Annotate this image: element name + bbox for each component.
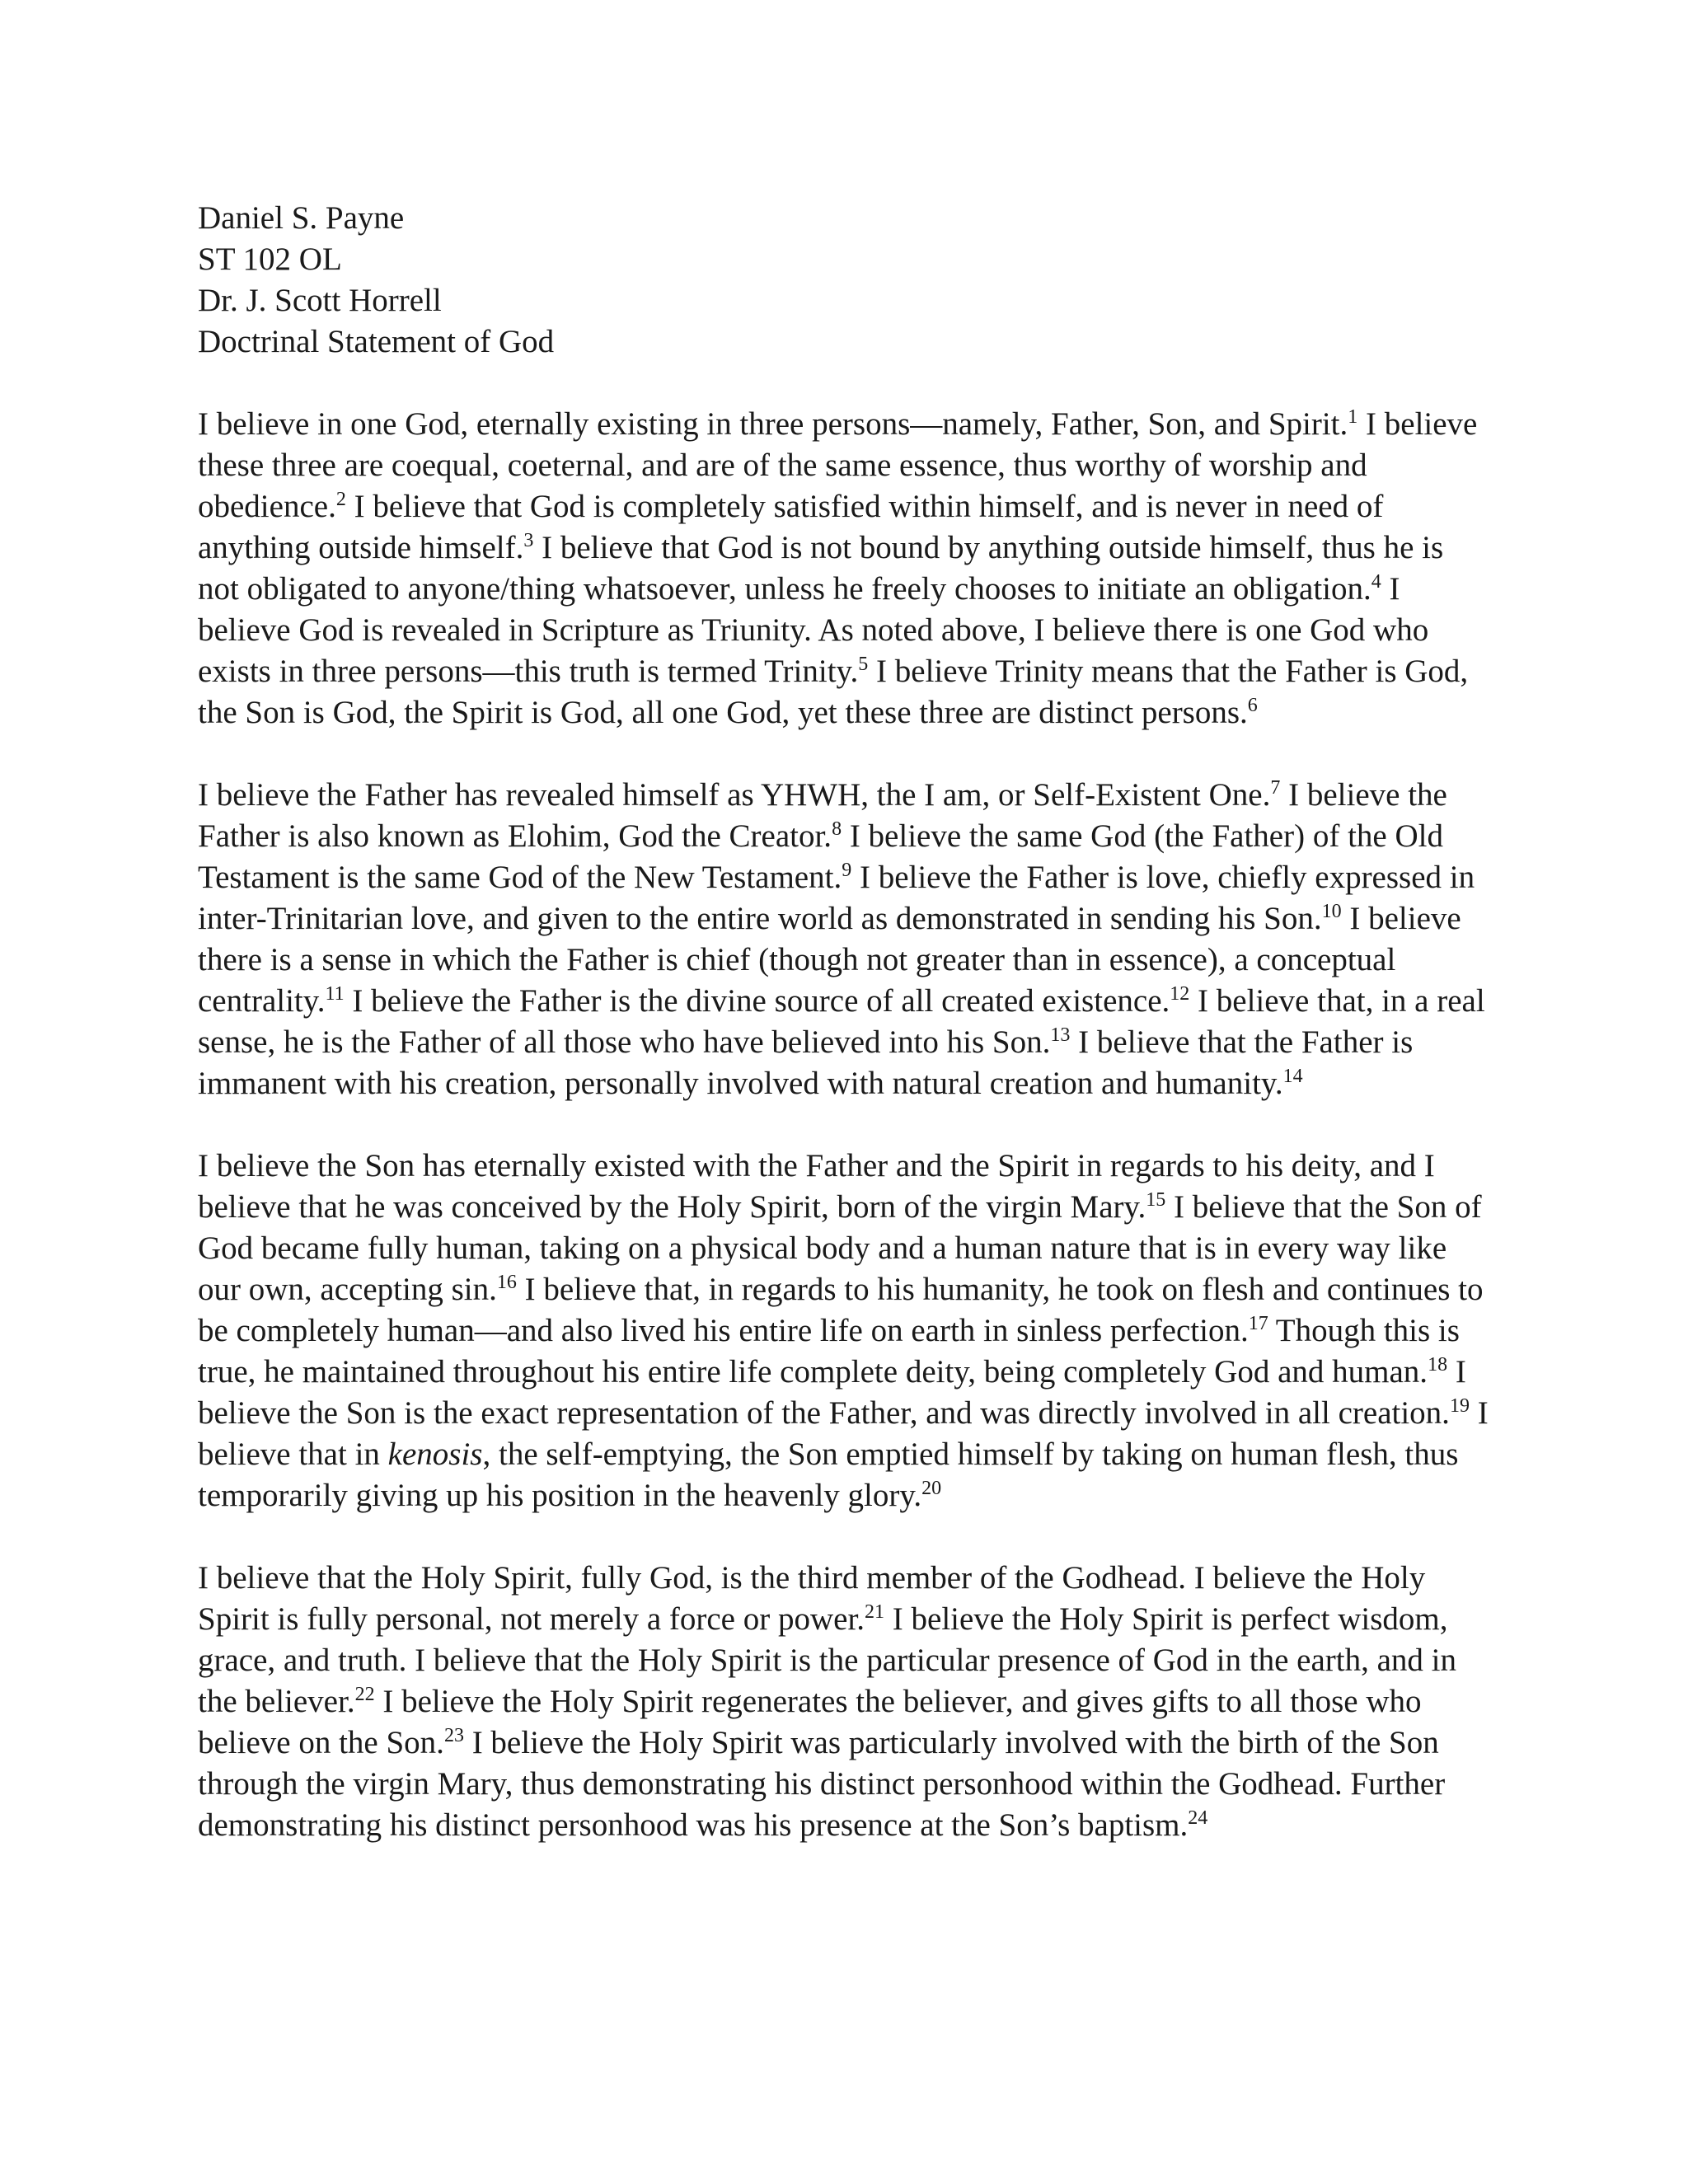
text-run: I believe the same God (the Father) of the Old Testament is the same God of the New Testament. (198, 818, 1443, 895)
text-run: I believe that God is not bound by anything outside himself, thus he is not obligated to anyone/thing whatsoever, unless he freely chooses to initiate an obligation. (198, 530, 1444, 607)
text-run: Though this is true, he maintained throughout his entire life complete deity, being completely God and human. (198, 1313, 1460, 1390)
text-run: I believe there is a sense in which the Father is chief (though not greater than in essence), a conceptual centrality. (198, 901, 1461, 1019)
text-run: I believe the Father has revealed himself as YHWH, the I am, or Self-Existent One. (198, 777, 1271, 813)
text-run: I believe the Father is also known as Elohim, God the Creator. (198, 777, 1447, 854)
footnote-marker: 3 (523, 530, 534, 551)
footnote-marker: 22 (354, 1684, 375, 1705)
footnote-marker: 6 (1247, 695, 1258, 716)
italic-term: kenosis (387, 1436, 483, 1472)
text-run: I believe these three are coequal, coeternal, and are of the same essence, thus worthy of worship and obedience. (198, 406, 1478, 524)
text-run: I believe that in (198, 1395, 1489, 1472)
text-run: I believe the Son is the exact representation of the Father, and was directly involved in all creation. (198, 1354, 1466, 1431)
footnote-marker: 8 (832, 818, 842, 840)
paragraph-son (198, 1146, 1492, 1516)
author-name: Daniel S. Payne (198, 200, 405, 236)
course-code: ST 102 OL (198, 241, 342, 277)
footnote-marker: 19 (1449, 1395, 1470, 1417)
text-run: , the self-emptying, the Son emptied himself by taking on human flesh, thus temporarily giving up his position in the heavenly glory. (198, 1436, 1459, 1513)
text-run: I believe that, in regards to his humanity, he took on flesh and continues to be completely human—and also lived his entire life on earth in sinless perfection. (198, 1272, 1484, 1348)
document-title: Doctrinal Statement of God (198, 324, 555, 359)
footnote-marker: 23 (443, 1725, 464, 1746)
footnote-marker: 5 (858, 654, 869, 675)
professor-name: Dr. J. Scott Horrell (198, 283, 442, 318)
text-run: I believe that God is completely satisfied within himself, and is never in need of anything outside himself. (198, 489, 1384, 565)
paragraph-god (198, 404, 1492, 733)
text-run: I believe the Holy Spirit was particularly involved with the birth of the Son through the virgin Mary, thus demonstrating his distinct personhood within the Godhead. Further demonstrating his distinct personhood was his presence at the Son’s baptism. (198, 1725, 1446, 1843)
text-run: I believe that the Father is immanent with his creation, personally involved with natural creation and humanity. (198, 1024, 1414, 1101)
text-run: I believe that the Holy Spirit, fully God, is the third member of the Godhead. I believe the Holy Spirit is fully personal, not merely a force or power. (198, 1560, 1426, 1637)
footnote-marker: 24 (1188, 1807, 1208, 1829)
text-run: I believe in one God, eternally existing in three persons—namely, Father, Son, and Spirit. (198, 406, 1348, 442)
footnote-marker: 1 (1348, 406, 1358, 428)
text-run: I believe that the Son of God became fully human, taking on a physical body and a human nature that is in every way like our own, accepting sin. (198, 1189, 1482, 1307)
text-run: I believe God is revealed in Scripture as Triunity. As noted above, I believe there is one God who exists in three persons—this truth is termed Trinity. (198, 571, 1429, 689)
footnote-marker: 4 (1371, 571, 1381, 593)
paragraph-holy-spirit (198, 1558, 1492, 1846)
footnote-marker: 2 (335, 489, 346, 510)
footnote-marker: 16 (496, 1272, 517, 1293)
footnote-marker: 9 (842, 860, 852, 881)
footnote-marker: 7 (1270, 777, 1281, 799)
footnote-marker: 12 (1170, 983, 1190, 1005)
footnote-marker: 15 (1146, 1189, 1166, 1211)
text-run: I believe Trinity means that the Father is God, the Son is God, the Spirit is God, all one God, yet these three are distinct persons. (198, 654, 1469, 730)
document-body (198, 198, 1492, 1846)
text-run: I believe the Son has eternally existed with the Father and the Spirit in regards to his deity, and I believe that he was conceived by the Holy Spirit, born of the virgin Mary. (198, 1148, 1435, 1225)
text-run: I believe the Father is the divine source of all created existence. (344, 983, 1170, 1019)
text-run: I believe the Holy Spirit is perfect wisdom, grace, and truth. I believe that the Holy Spirit is the particular presence of God in the earth, and in the believer. (198, 1601, 1456, 1719)
footnote-marker: 11 (325, 983, 345, 1005)
footnote-marker: 10 (1321, 901, 1342, 922)
text-run: I believe the Father is love, chiefly expressed in inter-Trinitarian love, and given to the entire world as demonstrated in sending his Son. (198, 860, 1475, 936)
footnote-marker: 17 (1248, 1313, 1268, 1334)
footnote-marker: 21 (865, 1601, 885, 1623)
footnote-marker: 13 (1050, 1024, 1071, 1046)
footnote-marker: 14 (1282, 1066, 1303, 1087)
text-run: I believe that, in a real sense, he is the Father of all those who have believed into his Son. (198, 983, 1485, 1060)
paragraph-father (198, 775, 1492, 1104)
footnote-marker: 18 (1428, 1354, 1448, 1376)
document-header (198, 198, 1492, 363)
footnote-marker: 20 (921, 1478, 942, 1499)
text-run: I believe the Holy Spirit regenerates the believer, and gives gifts to all those who believe on the Son. (198, 1684, 1422, 1760)
